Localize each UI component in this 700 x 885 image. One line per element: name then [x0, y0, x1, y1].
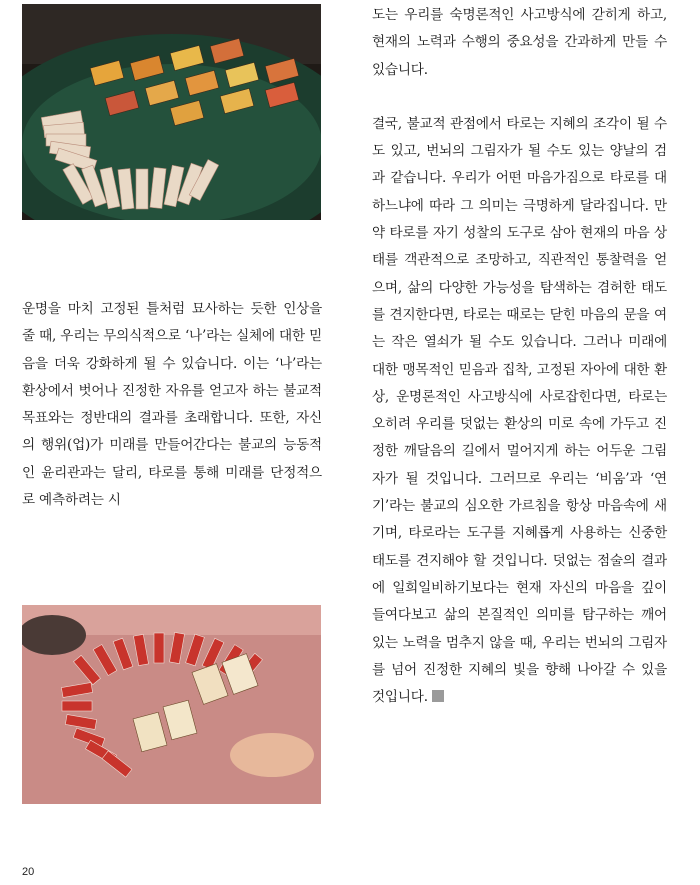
right-paragraph-2-wrapper [372, 111, 667, 712]
left-paragraph: 운명을 마치 고정된 틀처럼 묘사하는 듯한 인상을 줄 때, 우리는 무의식적으로 ‘나’라는 실체에 대한 믿음을 더욱 강화하게 될 수 있습니다. 이는 ‘나’라는 환상에서 벗어나 진정한 자유를 얻고자 하는 불교적 목표와는 정반대의 결과를 초래합니다. 또한, 자신의 행위(업)가 미래를 만들어간다는 불교의 능동적인 윤리관과는 달리, 타로를 통해 미래를 단정적으로 예측하려는 시 [22, 301, 322, 509]
page-number: 20 [22, 866, 35, 878]
tarot-photo-pink-table [22, 605, 321, 804]
end-of-article-mark [432, 690, 444, 702]
right-paragraph-1: 도는 우리를 숙명론적인 사고방식에 갇히게 하고, 현재의 노력과 수행의 중요성을 간과하게 만들 수 있습니다. [372, 7, 667, 78]
body-text-right-column [372, 2, 667, 711]
tarot-photo-green-table [22, 4, 321, 220]
right-paragraph-2: 결국, 불교적 관점에서 타로는 지혜의 조각이 될 수도 있고, 번뇌의 그림자가 될 수도 있는 양날의 검과 같습니다. 우리가 어떤 마음가짐으로 타로를 대하느냐에 따라 그 의미는 극명하게 달라집니다. 만약 타로를 자기 성찰의 도구로 삼아 현재의 마음 상태를 객관적으로 조망하고, 직관적인 통찰력을 얻으며, 삶의 다양한 가능성을 탐색하는 겸허한 태도를 견지한다면, 타로는 때로는 닫힌 마음의 문을 여는 작은 열쇠가 될 수도 있습니다. 그러나 미래에 대한 맹목적인 믿음과 집착, 고정된 자아에 대한 환상, 운명론적인 사고방식에 사로잡힌다면, 타로는 오히려 우리를 덧없는 환상의 미로 속에 가두고 진정한 깨달음의 길에서 멀어지게 하는 어두운 그림자가 될 것입니다. 그러므로 우리는 ‘비움’과 ‘연기’라는 불교의 심오한 가르침을 항상 마음속에 새기며, 타로라는 도구를 지혜롭게 사용하는 신중한 태도를 견지해야 할 것입니다. 덧없는 점술의 결과에 일희일비하기보다는 현재 자신의 마음을 깊이 들여다보고 삶의 본질적인 의미를 탐구하는 깨어 있는 노력을 멈추지 않을 때, 우리는 번뇌의 그림자를 넘어 진정한 지혜의 빛을 향해 나아갈 수 있을 것입니다. [372, 115, 667, 706]
body-text-left-column [22, 296, 322, 514]
